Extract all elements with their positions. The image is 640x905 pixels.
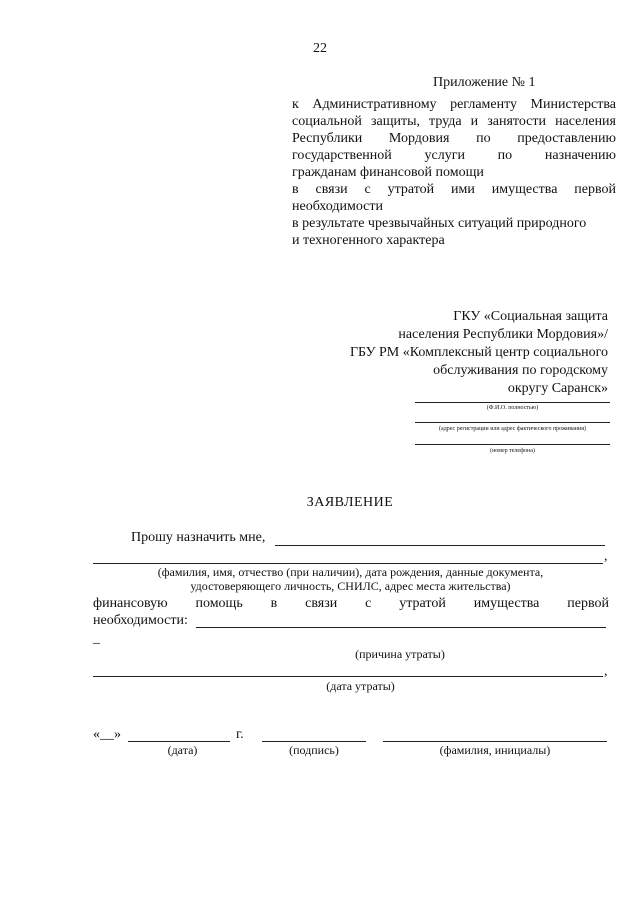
necessity-label: необходимости:: [93, 613, 188, 628]
date-caption: (дата): [167, 743, 198, 757]
signature-line: [262, 741, 366, 742]
appendix-line: гражданам финансовой помощи: [292, 165, 484, 180]
addressee-line: ГКУ «Социальная защита: [453, 309, 608, 324]
applicant-line-1: [275, 545, 605, 546]
appendix-line: Республики Мордовия по предоставлению: [292, 131, 616, 146]
appendix-line: социальной защиты, труда и занятости населения: [292, 114, 616, 129]
appendix-line: необходимости: [292, 199, 384, 214]
addressee-line: ГБУ РМ «Комплексный центр социального: [349, 345, 608, 360]
addressee-line: населения Республики Мордовия»/: [398, 327, 608, 342]
loss-reason-line: [196, 627, 606, 628]
signature-caption: (подпись): [289, 743, 339, 757]
appendix-line: и техногенного характера: [292, 233, 445, 248]
applicant-caption-1: (фамилия, имя, отчество (при наличии), дата рождения, данные документа,: [157, 565, 544, 579]
form-heading: ЗАЯВЛЕНИЕ: [306, 495, 394, 510]
loss-date-caption: (дата утраты): [326, 679, 395, 693]
addressee-line: округу Саранск»: [507, 381, 608, 396]
appendix-line: к Административному регламенту Министерства: [292, 97, 616, 112]
appendix-block: [292, 96, 616, 249]
addressee-block: [300, 308, 608, 398]
appendix-line: государственной услуги по назначению: [292, 148, 616, 163]
phone-field-caption: (номер телефона): [490, 448, 535, 454]
year-suffix: г.: [236, 727, 244, 742]
name-line: [383, 741, 607, 742]
phone-field-line: [415, 444, 610, 445]
purpose-line: финансовую помощь в связи с утратой имущества первой: [93, 596, 609, 611]
appendix-title: Приложение № 1: [433, 75, 536, 90]
address-field-caption: (адрес регистрации или адрес фактического проживания): [439, 426, 586, 432]
applicant-caption-2: удостоверяющего личность, СНИЛС, адрес места жительства): [190, 579, 511, 593]
appendix-line: в результате чрезвычайных ситуаций природного: [292, 216, 587, 231]
applicant-comma: ,: [604, 549, 608, 564]
fio-field-line: [415, 402, 610, 403]
date-line: [128, 741, 230, 742]
loss-date-comma: ,: [604, 664, 608, 679]
applicant-line-2: [93, 563, 603, 564]
addressee-line: обслуживания по городскому: [433, 363, 608, 378]
loss-reason-caption: (причина утраты): [355, 647, 445, 661]
request-text: Прошу назначить мне,: [131, 530, 266, 545]
name-caption: (фамилия, инициалы): [439, 743, 551, 757]
address-field-line: [415, 422, 610, 423]
dash-mark: _: [93, 631, 100, 646]
loss-date-line: [93, 676, 603, 677]
page-number: 22: [313, 41, 327, 56]
appendix-line: в связи с утратой ими имущества первой: [292, 182, 616, 197]
fio-field-caption: (Ф.И.О. полностью): [486, 405, 539, 411]
date-prefix: «__»: [93, 727, 121, 742]
